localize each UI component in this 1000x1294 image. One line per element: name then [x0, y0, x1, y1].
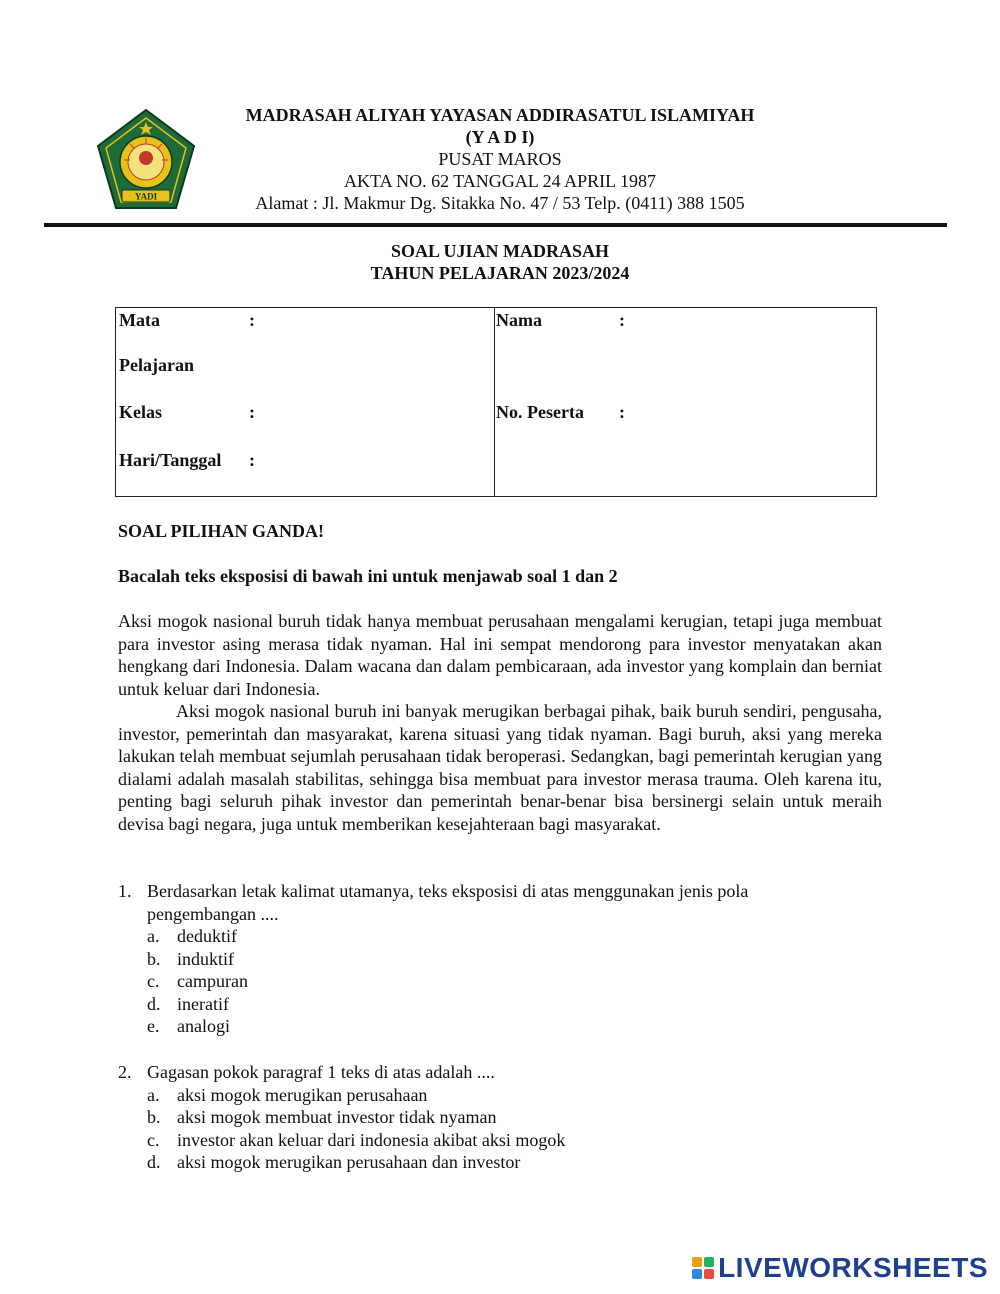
- answer-option-e[interactable]: [147, 1015, 838, 1038]
- option-text: aksi mogok merugikan perusahaan dan investor: [177, 1152, 521, 1172]
- option-letter: b.: [147, 1107, 161, 1127]
- subject-label: Mata: [119, 310, 160, 330]
- school-name: MADRASAH ALIYAH YAYASAN ADDIRASATUL ISLAMIYAH: [245, 105, 755, 125]
- option-text: analogi: [177, 1016, 230, 1036]
- question-number: 2.: [118, 1062, 132, 1082]
- exposition-passage: [118, 610, 882, 835]
- date-colon: :: [249, 450, 255, 470]
- watermark-text: LIVEWORKSHEETS: [718, 1252, 988, 1283]
- liveworksheets-logo-icon: [692, 1257, 714, 1279]
- question-1: [118, 880, 838, 1038]
- option-text: aksi mogok membuat investor tidak nyaman: [177, 1107, 497, 1127]
- name-label: Nama: [496, 310, 542, 330]
- liveworksheets-watermark[interactable]: [692, 1252, 988, 1284]
- section-heading: SOAL PILIHAN GANDA!: [118, 521, 325, 541]
- logo-ribbon-text: YADI: [134, 191, 158, 202]
- option-letter: d.: [147, 1152, 161, 1172]
- school-emblem-icon: [96, 108, 196, 212]
- answer-option-c[interactable]: [147, 1129, 838, 1152]
- answer-option-b[interactable]: [147, 1106, 838, 1129]
- exam-year-line: TAHUN PELAJARAN 2023/2024: [370, 263, 630, 283]
- school-abbrev: (Y A D I): [465, 127, 535, 147]
- id-box-left-column: [116, 308, 495, 497]
- option-letter: d.: [147, 993, 161, 1014]
- answer-option-d[interactable]: [147, 993, 838, 1016]
- answer-option-a[interactable]: [147, 925, 838, 948]
- option-letter: c.: [147, 1129, 160, 1150]
- reading-instruction: Bacalah teks eksposisi di bawah ini untuk menjawab soal 1 dan 2: [118, 566, 618, 586]
- participant-no-label: No. Peserta: [496, 402, 584, 422]
- answer-option-d[interactable]: [147, 1151, 838, 1174]
- option-letter: b.: [147, 948, 161, 969]
- school-deed: AKTA NO. 62 TANGGAL 24 APRIL 1987: [344, 171, 656, 191]
- participant-no-colon: :: [619, 402, 625, 422]
- date-label: Hari/Tanggal: [119, 450, 222, 470]
- school-address: Alamat : Jl. Makmur Dg. Sitakka No. 47 / 53 Telp. (0411) 388 1505: [255, 193, 745, 213]
- id-box-right-column: [495, 308, 877, 497]
- exam-title: [0, 240, 1000, 284]
- option-text: ineratif: [177, 993, 229, 1014]
- option-text: aksi mogok merugikan perusahaan: [177, 1084, 428, 1105]
- school-branch: PUSAT MAROS: [438, 149, 562, 169]
- student-id-box: [115, 307, 877, 497]
- name-colon: :: [619, 310, 625, 330]
- option-text: deduktif: [177, 926, 237, 946]
- option-letter: a.: [147, 926, 160, 946]
- option-text: campuran: [177, 971, 248, 991]
- letterhead-divider: [44, 223, 947, 227]
- question-stem: Berdasarkan letak kalimat utamanya, teks eksposisi di atas menggunakan jenis pola pengembangan ....: [147, 881, 749, 924]
- exam-title-line: SOAL UJIAN MADRASAH: [390, 241, 610, 261]
- answer-option-a[interactable]: [147, 1084, 838, 1107]
- question-2: [118, 1061, 838, 1174]
- passage-paragraph-2: Aksi mogok nasional buruh ini banyak merugikan berbagai pihak, baik buruh sendiri, pengusaha, investor, pemerintah dan masyarakat, karena situasi yang tidak nyaman. Bagi buruh, aksi yang mereka lakukan telah membuat sejumlah perusahaan tidak beroperasi. Sedangkan, bagi pemerintah kerugian yang dialami adalah masalah stabilitas, sehingga bisa membuat para investor merasa trauma. Oleh karena itu, penting bagi seluruh pihak investor dan pemerintah benar-benar bisa bersinergi selain untuk meraih devisa bagi negara, juga untuk memberikan kesejahteraan bagi masyarakat.: [118, 701, 882, 834]
- subject-colon: :: [249, 310, 255, 330]
- option-letter: e.: [147, 1016, 160, 1036]
- answer-option-c[interactable]: [147, 970, 838, 993]
- option-text: induktif: [177, 948, 234, 969]
- class-label: Kelas: [119, 402, 162, 422]
- question-number: 1.: [118, 881, 132, 901]
- question-stem: Gagasan pokok paragraf 1 teks di atas adalah ....: [147, 1062, 495, 1082]
- subject-label-2: Pelajaran: [119, 355, 194, 375]
- passage-paragraph-1: Aksi mogok nasional buruh tidak hanya membuat perusahaan mengalami kerugian, tetapi juga membuat para investor asing merasa tidak nyaman. Hal ini sempat mendorong para investor menyatakan akan hengkang dari Indonesia. Dalam wacana dan dalam pembicaraan, ada investor yang komplain dan berniat untuk keluar dari Indonesia.: [118, 611, 882, 699]
- option-letter: c.: [147, 971, 160, 991]
- option-text: investor akan keluar dari indonesia akibat aksi mogok: [177, 1129, 566, 1150]
- answer-option-b[interactable]: [147, 948, 838, 971]
- class-colon: :: [249, 402, 255, 422]
- letterhead: [200, 104, 800, 214]
- option-letter: a.: [147, 1084, 160, 1105]
